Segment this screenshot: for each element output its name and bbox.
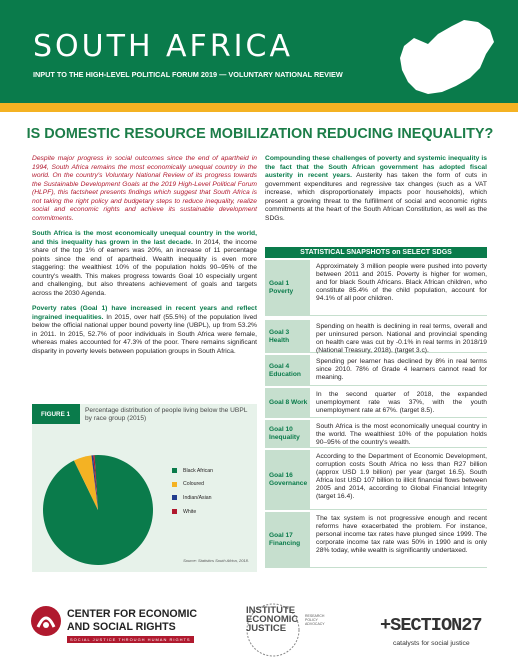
snapshot-row: [265, 420, 487, 448]
iej-tagline: RESEARCH POLICY ADVOCACY: [305, 614, 325, 626]
header-subtitle: INPUT TO THE HIGH-LEVEL POLITICAL FORUM 2019 — VOLUNTARY NATIONAL REVIEW: [33, 70, 343, 79]
gold-stripe: [0, 103, 518, 112]
snapshot-row: [265, 355, 487, 386]
legend-swatch: [172, 495, 177, 500]
figure-source: Source: Statistics South Africa, 2018.: [183, 558, 249, 563]
iej-line: INSTITUTE: [246, 605, 296, 616]
legend-swatch: [172, 468, 177, 473]
goal-text: Approximately 3 million people were pushed into poverty between 2011 and 2015. Poverty is higher for women, and for black South Africans. Black African children, who constitute 85.4% of the child population, account for 94.1% of all poor children.: [310, 260, 487, 316]
article-title: IS DOMESTIC RESOURCE MOBILIZATION REDUCING INEQUALITY?: [26, 126, 494, 142]
goal-text: South Africa is the most economically unequal country in the world. The wealthiest 10% of the population holds 90–95% of the country's wealth.: [310, 420, 487, 448]
figure-label: FIGURE 1: [32, 404, 80, 424]
goal-label: Goal 10 Inequality: [265, 420, 310, 448]
paragraph-inequality: [32, 230, 257, 298]
body-text: In 2014, the income share of the top 1% of earners was 20%, an increase of 11 percentage points since the end of apartheid. Wealth inequality is even more staggering: the wealthiest 10% of the population holds 90–95% of the country's wealth. This makes progress towards Goal 10 especially urgent and challenging, but also threatens achievement of goals and targets across the 2030 Agenda.: [32, 238, 257, 297]
figure-caption: Percentage distribution of people living below the UBPL by race group (2015): [85, 407, 248, 422]
cesr-line: CENTER FOR ECONOMIC: [67, 608, 198, 620]
goal-label: Goal 16 Governance: [265, 450, 310, 510]
section27-tagline: catalysts for social justice: [393, 640, 470, 647]
section27-name: +SECTION27: [380, 615, 482, 636]
legend-item: [172, 478, 213, 492]
goal-text: Spending on health is declining in real terms, overall and per uninsured person. National and provincial spending on health care was cut by -0.1% in real terms in 2018/19 (National Treasury, 2018). (target 3.c).: [310, 320, 487, 353]
south-africa-map-icon: [394, 16, 498, 98]
lead-text: Poverty rates (Goal 1) have increased in recent years and reflect ingrained inequalities.: [32, 305, 257, 321]
left-column: [32, 155, 257, 363]
legend-label: Indian/Asian: [183, 494, 212, 501]
intro-paragraph: Despite major progress in social outcomes since the end of apartheid in 1994, South Africa remains the most economically unequal country in the world. On the country's Voluntary National Review of its progress towards the Sustainable Development Goals at the 2019 High-Level Political Forum (HLPF), this factsheet presents findings which suggest that South Africa is not taking the right policy and budgetary steps to reduce inequality, realize social and economic rights and achieve its sustainable development commitments.: [32, 155, 257, 222]
snapshot-row: [265, 320, 487, 353]
lead-text: Compounding these challenges of poverty and systemic inequality is the fact that the South African government has adopted fiscal austerity in recent years.: [265, 155, 487, 179]
legend-swatch: [172, 482, 177, 487]
paragraph-poverty: [32, 305, 257, 356]
legend-item: [172, 505, 213, 519]
legend-label: Black African: [183, 467, 213, 474]
cesr-tagline: SOCIAL JUSTICE THROUGH HUMAN RIGHTS: [67, 636, 194, 643]
goal-label: Goal 17 Financing: [265, 512, 310, 568]
chart-legend: [172, 464, 213, 518]
footer-logos: [0, 590, 518, 669]
iej-line: JUSTICE: [246, 623, 287, 634]
legend-item: [172, 491, 213, 505]
body-text: Austerity has taken the form of cuts in government expenditures and regressive tax changes (such as a VAT increase, which disproportionately impacts poor households), which present a growing threat to the fulfillment of social and economic rights commitments at the heart of the South African Constitution, as well as the SDGs.: [265, 172, 487, 222]
legend-item: [172, 464, 213, 478]
iej-name: [246, 606, 298, 633]
pie-chart: [42, 454, 154, 566]
body-text: In 2015, over half (55.5%) of the population lived below the official national upper bound poverty line (UBPL), up from 53.2% in 2011. In 2015, 52.7% of poor individuals in South Africa were female, whereas males accounted for 47.3% of the poor. There remains significant disparity in poverty levels between population groups in South Africa.: [32, 313, 258, 355]
goal-label: Goal 4 Education: [265, 355, 310, 386]
legend-swatch: [172, 509, 177, 514]
snapshot-row: [265, 450, 487, 510]
header-banner: [0, 0, 518, 103]
goal-text: In the second quarter of 2018, the expanded unemployment rate was 37%, with the youth unemployment rate at 67%. (target 8.5).: [310, 388, 487, 418]
cesr-line: AND SOCIAL RIGHTS: [67, 620, 176, 633]
right-column: [265, 155, 487, 230]
goal-text: The tax system is not progressive enough and recent reforms have exacerbated the problem. For instance, personal income tax rates have plunged since 1999. The corporate income tax rate was 50% in 1990 and is only 28% today, while wealth is significantly undertaxed.: [310, 512, 487, 568]
goal-label: Goal 8 Work: [265, 388, 310, 418]
snapshots-header: STATISTICAL SNAPSHOTS on SELECT SDGS: [265, 247, 487, 258]
paragraph-austerity: [265, 155, 487, 223]
cesr-logo-icon: [30, 605, 62, 637]
goal-text: According to the Department of Economic Development, corruption costs South Africa no less than R27 billion (approx USD 1.9 billion) per year (target 16.5). South Africa lost USD 107 billion to illicit financial flows between 2005 and 2014, according to Global Financial Integrity (target 16.4).: [310, 450, 487, 510]
snapshot-row: [265, 512, 487, 568]
snapshot-row: [265, 260, 487, 316]
snapshot-row: [265, 388, 487, 418]
figure-panel: [32, 404, 257, 572]
goal-text: Spending per learner has declined by 8% in real terms since 2010. 78% of Grade 4 learners cannot read for meaning.: [310, 355, 487, 386]
goal-label: Goal 3 Health: [265, 320, 310, 353]
lead-text: South Africa is the most economically unequal country in the world, and this inequality has grown in the last decade.: [32, 230, 257, 246]
goal-label: Goal 1 Poverty: [265, 260, 310, 316]
iej-line: ECONOMIC: [246, 614, 299, 625]
legend-label: White: [183, 508, 197, 515]
cesr-name: [67, 608, 197, 633]
legend-label: Coloured: [183, 481, 205, 488]
country-title: SOUTH AFRICA: [33, 29, 293, 64]
